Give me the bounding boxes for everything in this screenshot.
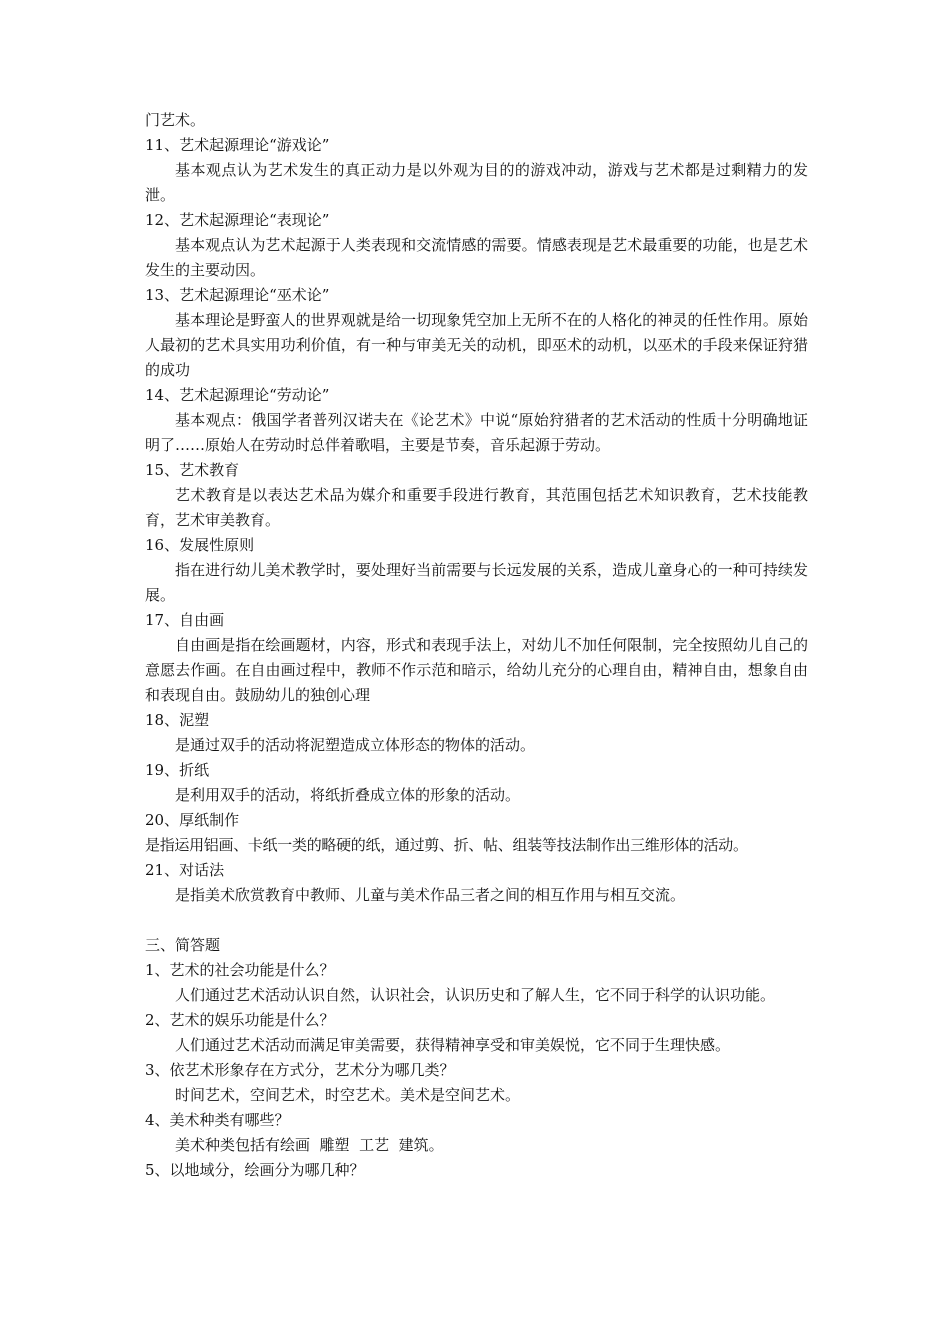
question: 3、依艺术形象存在方式分，艺术分为哪几类？ [145, 1061, 455, 1079]
question: 4、美术种类有哪些？ [145, 1111, 290, 1129]
term-definition: 是指美术欣赏教育中教师、儿童与美术作品三者之间的相互作用与相互交流。 [175, 886, 686, 904]
term-definition: 基本理论是野蛮人的世界观就是给一切现象凭空加上无所不在的人格化的神灵的任性作用。原始人最初的艺术具实用功利价值，有一种与审美无关的动机，即巫术的动机，以巫术的手段来保证狩猎的成功 [145, 311, 808, 379]
term-definition: 艺术教育是以表达艺术品为媒介和重要手段进行教育，其范围包括艺术知识教育，艺术技能教育，艺术审美教育。 [145, 486, 808, 529]
term-definition: 是指运用铝画、卡纸一类的略硬的纸，通过剪、折、帖、组装等技法制作出三维形体的活动。 [145, 836, 748, 854]
question: 1、艺术的社会功能是什么？ [145, 961, 335, 979]
section-heading: 三、简答题 [145, 936, 221, 954]
term-definition: 是利用双手的活动，将纸折叠成立体的形象的活动。 [175, 786, 521, 804]
term-definition: 指在进行幼儿美术教学时，要处理好当前需要与长远发展的关系，造成儿童身心的一种可持续发展。 [145, 561, 808, 604]
answer: 人们通过艺术活动而满足审美需要，获得精神享受和审美娱悦，它不同于生理快感。 [175, 1036, 731, 1054]
term-definition: 自由画是指在绘画题材，内容，形式和表现手法上，对幼儿不加任何限制，完全按照幼儿自己的意愿去作画。在自由画过程中，教师不作示范和暗示，给幼儿充分的心理自由，精神自由，想象自由和表现自由。鼓励幼儿的独创心理 [145, 636, 808, 704]
term-heading: 16、发展性原则 [145, 536, 255, 554]
term-definition: 基本观点：俄国学者普列汉诺夫在《论艺术》中说“原始狩猎者的艺术活动的性质十分明确地证明了……原始人在劳动时总伴着歌唱，主要是节奏，音乐起源于劳动。 [145, 411, 808, 454]
answer: 人们通过艺术活动认识自然，认识社会，认识历史和了解人生，它不同于科学的认识功能。 [175, 986, 776, 1004]
term-heading: 12、艺术起源理论“表现论” [145, 211, 330, 229]
term-definition: 基本观点认为艺术起源于人类表现和交流情感的需要。情感表现是艺术最重要的功能，也是艺术发生的主要动因。 [145, 236, 808, 279]
spacer [145, 908, 808, 933]
term-heading: 19、折纸 [145, 761, 210, 779]
term-heading: 17、自由画 [145, 611, 225, 629]
term-heading: 13、艺术起源理论“巫术论” [145, 286, 330, 304]
term-heading: 20、厚纸制作 [145, 811, 240, 829]
question: 5、以地域分，绘画分为哪几种？ [145, 1161, 365, 1179]
question: 2、艺术的娱乐功能是什么？ [145, 1011, 335, 1029]
answer: 时间艺术，空间艺术，时空艺术。美术是空间艺术。 [175, 1086, 521, 1104]
text-line: 门艺术。 [145, 111, 206, 129]
answer: 美术种类包括有绘画 雕塑 工艺 建筑。 [175, 1136, 444, 1154]
term-definition: 基本观点认为艺术发生的真正动力是以外观为目的的游戏冲动，游戏与艺术都是过剩精力的发泄。 [145, 161, 808, 204]
term-heading: 14、艺术起源理论“劳动论” [145, 386, 330, 404]
term-heading: 11、艺术起源理论“游戏论” [145, 136, 330, 154]
term-heading: 21、对话法 [145, 861, 225, 879]
term-definition: 是通过双手的活动将泥塑造成立体形态的物体的活动。 [175, 736, 536, 754]
term-heading: 15、艺术教育 [145, 461, 240, 479]
term-heading: 18、泥塑 [145, 711, 210, 729]
